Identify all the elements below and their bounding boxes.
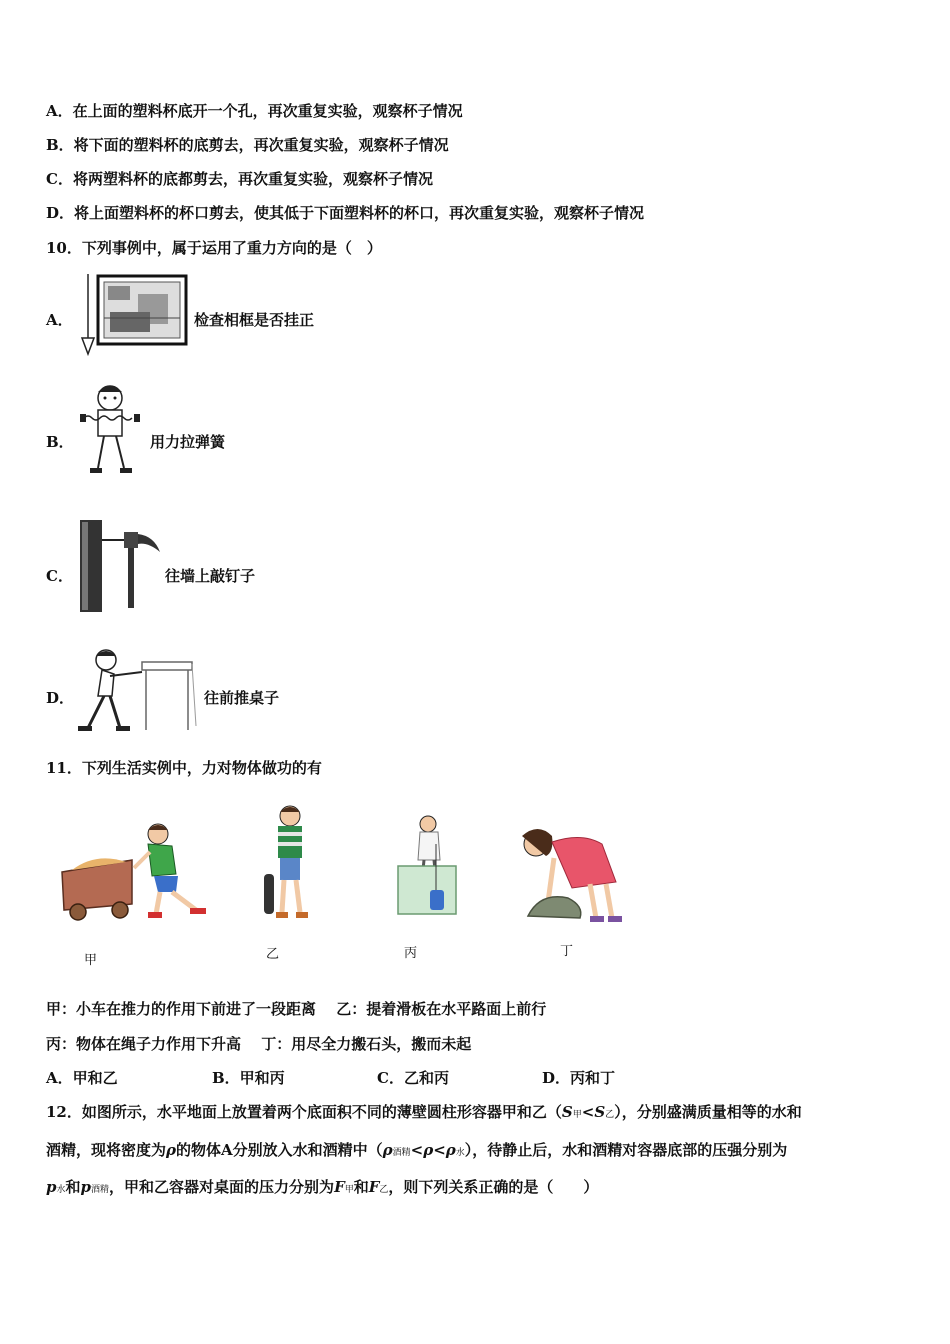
plumb-frame-figure <box>78 272 190 358</box>
q10-option-d-label: D． <box>46 689 75 707</box>
q11-pic-label-ding: 丁 <box>560 944 574 959</box>
q11-desc-line1: 甲：小车在推力的作用下前进了一段距离 乙：提着滑板在水平路面上前行 <box>46 1000 547 1018</box>
rope-lift-figure <box>394 814 460 916</box>
q11-pic-label-jia: 甲 <box>84 953 98 968</box>
stone-lift-figure <box>512 822 626 926</box>
q10-option-d-text: 往前推桌子 <box>204 689 280 707</box>
q11-stem: 11．下列生活实例中，力对物体做功的有 <box>46 759 322 777</box>
hammer-nail-figure <box>78 518 162 614</box>
q10-stem: 10．下列事例中，属于运用了重力方向的是（ ） <box>46 239 382 257</box>
cart-push-figure <box>60 820 212 924</box>
q10-option-a-label: A． <box>46 311 73 329</box>
q11-choice-c: C．乙和丙 <box>377 1069 449 1087</box>
q11-choice-a: A．甲和乙 <box>46 1069 118 1087</box>
q10-option-b-label: B． <box>46 433 74 451</box>
q10-option-c-text: 往墙上敲钉子 <box>165 567 256 585</box>
skateboard-carry-figure <box>262 804 316 926</box>
q10-option-c-label: C． <box>46 567 73 585</box>
q11-pic-label-yi: 乙 <box>266 947 280 962</box>
q9-option-a: A．在上面的塑料杯底开一个孔，再次重复实验，观察杯子情况 <box>46 102 463 120</box>
q9-option-d: D．将上面塑料杯的杯口剪去，使其低于下面塑料杯的杯口，再次重复实验，观察杯子情况 <box>46 204 645 222</box>
q11-choice-b: B．甲和丙 <box>212 1069 285 1087</box>
q9-option-b: B．将下面的塑料杯的底剪去，再次重复实验，观察杯子情况 <box>46 136 449 154</box>
q12-line3: p水和p酒精，甲和乙容器对桌面的压力分别为F甲和F乙，则下列关系正确的是（ ） <box>46 1178 599 1196</box>
q10-option-a-text: 检查相框是否挂正 <box>194 311 315 329</box>
q12-line1: 12．如图所示，水平地面上放置着两个底面积不同的薄壁圆柱形容器甲和乙（S甲<S乙），分别盛满质量相等的水和 <box>46 1103 802 1121</box>
q12-line2: 酒精，现将密度为ρ的物体A分别放入水和酒精中（ρ酒精<ρ<ρ水），待静止后，水和酒精对容器底部的压强分别为 <box>46 1141 788 1159</box>
spring-pull-figure <box>78 380 142 480</box>
q11-choice-d: D．丙和丁 <box>542 1069 616 1087</box>
q9-option-c: C．将两塑料杯的底都剪去，再次重复实验，观察杯子情况 <box>46 170 433 188</box>
push-table-figure <box>76 646 200 734</box>
q11-pic-label-bing: 丙 <box>404 946 418 961</box>
q11-desc-line2: 丙：物体在绳子力作用下升高 丁：用尽全力搬石头，搬而未起 <box>46 1035 472 1053</box>
q10-option-b-text: 用力拉弹簧 <box>150 433 226 451</box>
